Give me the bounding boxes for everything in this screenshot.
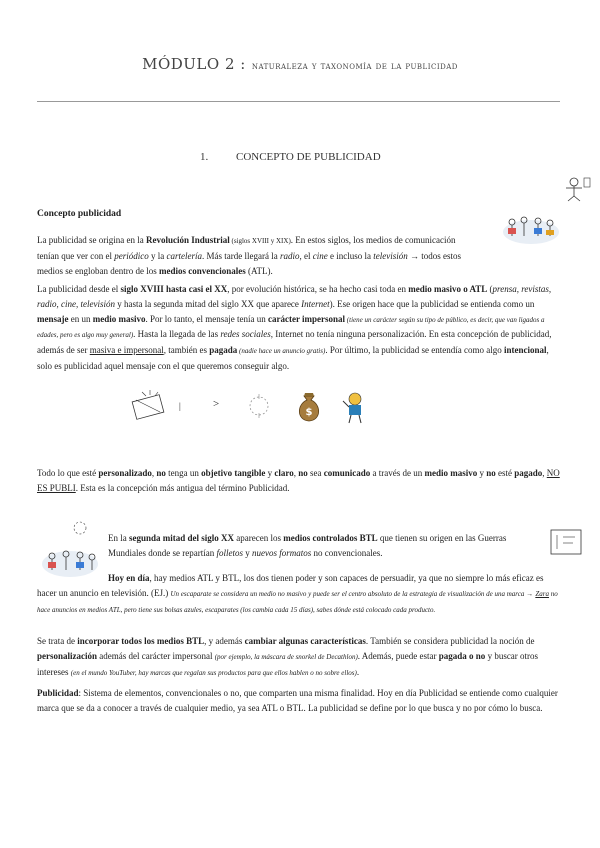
concept-heading: Concepto publicidad <box>37 209 122 219</box>
module-header <box>0 54 600 73</box>
paragraph-old-concept: Todo lo que esté personalizado, no tenga un objetivo tangible y claro, no sea comunicado a través de un medio masivo y no esté pagado, NO ES PUBLI. Esta es la concepción más antigua del término Publicidad. <box>37 468 560 493</box>
money-bag-icon <box>294 388 324 424</box>
frame-doodle-icon <box>549 527 585 557</box>
section-heading <box>200 151 381 163</box>
module-subtitle: naturaleza y taxonomía de la publicidad <box>251 61 458 72</box>
header-divider <box>37 101 560 102</box>
paragraph-definition: Publicidad: Sistema de elementos, convencionales o no, que comparten una misma finalidad. Hoy en día Publicidad se entiende como cualquier marca que se da a conocer a través de cualquier medio, ya sea ATL o BTL. La publicidad se define por lo que busca y no por cómo lo busca. <box>37 688 558 713</box>
section-title: CONCEPTO DE PUBLICIDAD <box>236 151 381 163</box>
paragraph-history: La publicidad desde el siglo XVIII hasta casi el XX, por evolución histórica, se ha hecho casi toda en medio masivo o ATL (prensa, revistas, radio, cine, televisión y hasta la segunda mitad del siglo XX que aparece Internet). Ese origen hace que la publicidad se entienda como un mensaje en un medio masivo. Por lo tanto, el mensaje tenía un carácter impersonal (tiene un carácter según su tipo de público, es decir, que van ligados a edades, pero es algo muy general). Hasta la llegada de las redes sociales, Internet no tenía ninguna personalización. En esta concepción de publicidad, además de ser masiva e impersonal, también es pagada (nadie hace un anuncio gratis). Por último, la publicidad se entendía como algo intencional, solo es publicidad aquel mensaje con el que queremos conseguir algo. <box>37 284 552 371</box>
paragraph-origin: La publicidad se origina en la Revolución Industrial (siglos XVIII y XIX). En estos siglos, los medios de comunicación tenían que ver con el periódico y la cartelería. Más tarde llegará la radio, el cine e incluso la televisión → todos estos medios se engloban dentro de los medios convencionales (ATL). <box>37 235 461 276</box>
sparkle-illustration <box>243 390 275 422</box>
paragraph-incorporate: Se trata de incorporar todos los medios BTL, y además cambiar algunas características. También se considera publicidad la noción de personalización además del carácter impersonal (por ejemplo, la máscara de snorkel de Decathlon). Además, puede estar pagada o no y buscar otros intereses (en el mundo YouTuber, hay marcas que regalan sus productos para que ellos hablen o no sobre ellos). <box>37 636 539 677</box>
section-number: 1. <box>200 151 209 163</box>
cartoon-character-illustration <box>340 389 370 425</box>
envelope-megaphone-illustration <box>128 388 172 424</box>
stick-figure-icon <box>560 176 592 202</box>
people-group-illustration <box>500 208 562 246</box>
paragraph-btl: En la segunda mitad del siglo XX aparecen los medios controlados BTL que tienen su origen en las Guerras Mundiales donde se repartían folletos y nuevos formatos no convencionales. <box>108 533 507 558</box>
money-bag-symbol: $ <box>305 407 313 418</box>
sequence-arrow: > <box>213 398 220 410</box>
bar-mark: | <box>179 401 181 411</box>
module-title: MÓDULO 2 : <box>142 55 246 73</box>
paragraph-today: Hoy en día, hay medios ATL y BTL, los dos tienen poder y son capaces de persuadir, ya que no siempre lo más eficaz es hacer un anuncio en televisión. (EJ.) Un escaparate se considera un medio no masivo y puede ser el centro absoluto de la estrategia de visualización de una marca → Zara no hace anuncios en medios ATL, pero tiene sus bolsas azules, escaparates (los cambia cada 15 días), sabes dónde está colocado cada producto. <box>37 573 558 614</box>
